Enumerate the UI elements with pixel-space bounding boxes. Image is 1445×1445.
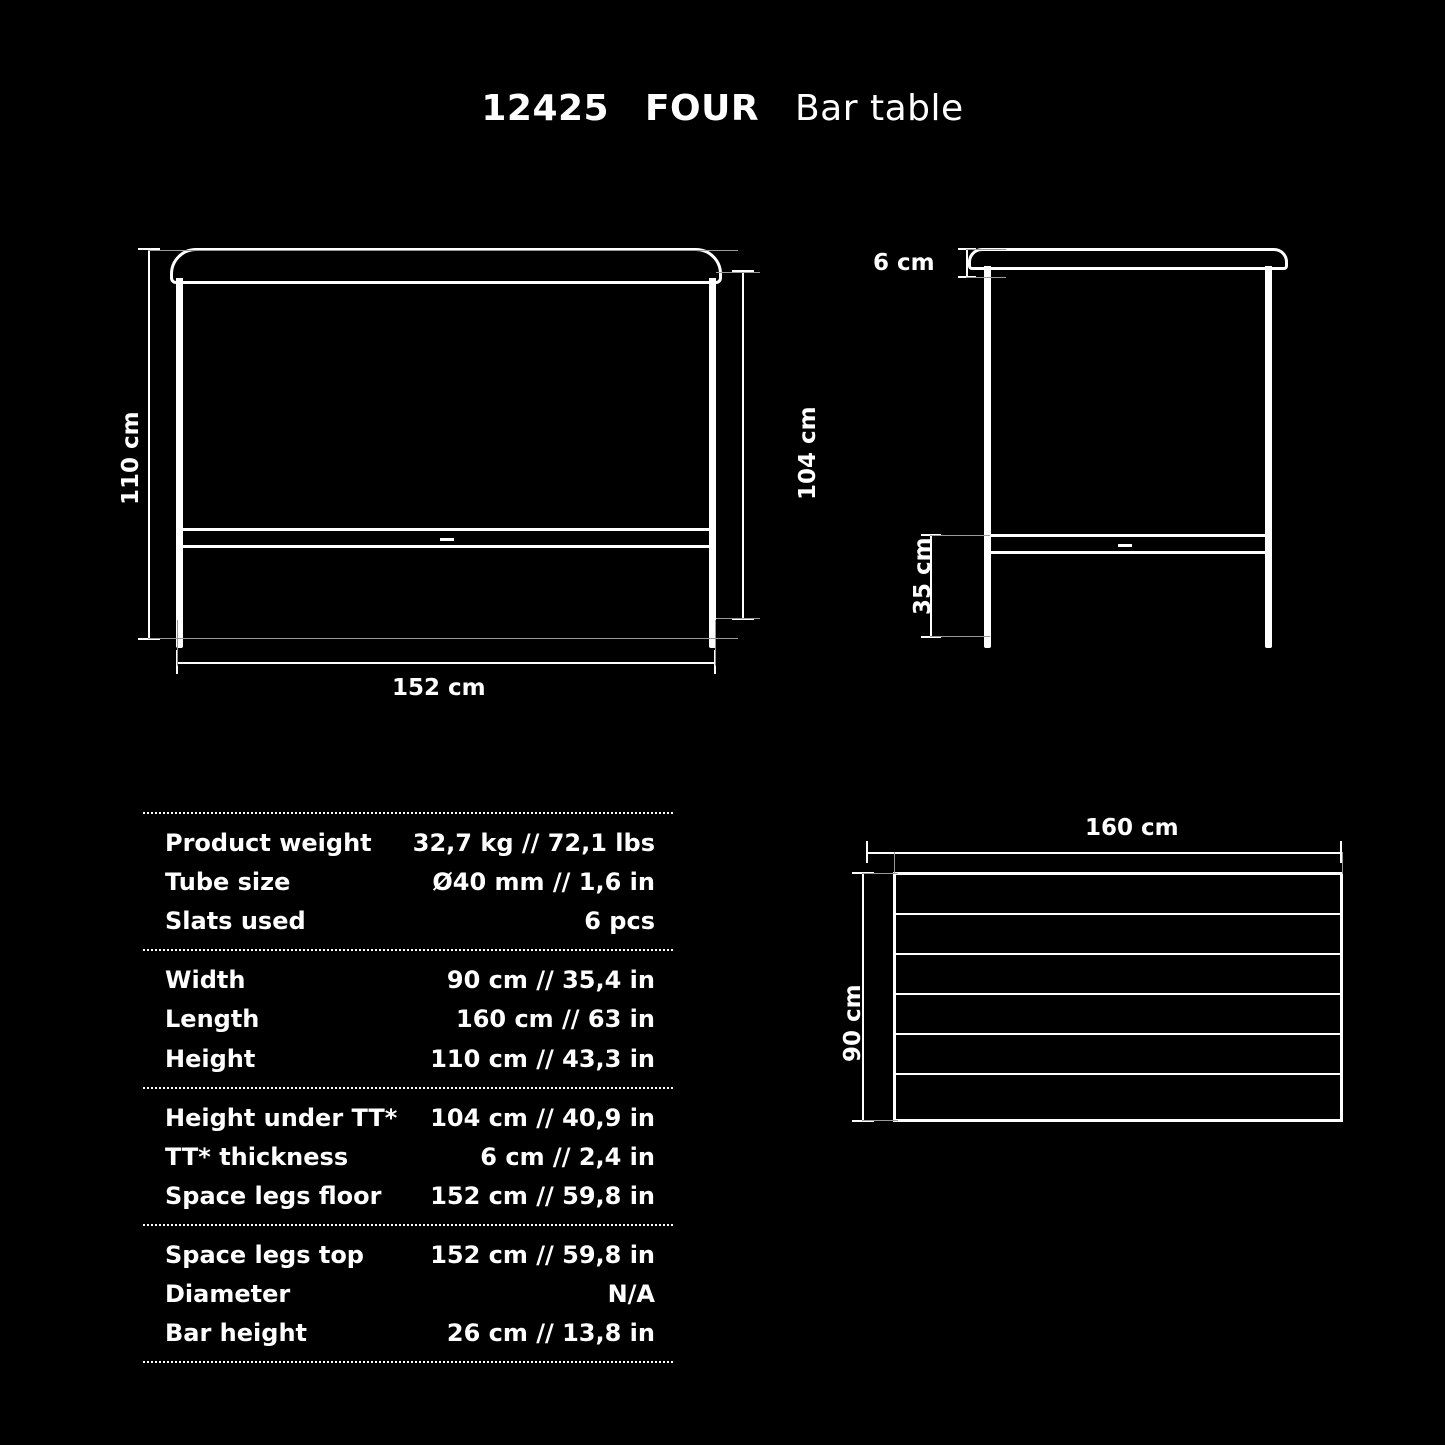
spec-value: 152 cm // 59,8 in xyxy=(430,1240,655,1269)
spec-row xyxy=(143,1236,673,1275)
dim-height-extension-line xyxy=(148,248,150,640)
dim-width-ref-left xyxy=(177,620,178,666)
dim-length-tick-left xyxy=(866,841,868,863)
dim-thickness-ref-top xyxy=(966,249,1006,250)
spec-label: Diameter xyxy=(165,1280,291,1309)
dim-under-top-ref-bottom xyxy=(716,618,760,619)
spec-value: 6 cm // 2,4 in xyxy=(480,1142,655,1171)
dim-under-top-ref-top xyxy=(716,272,760,273)
spec-label: Space legs floor xyxy=(165,1181,382,1210)
dim-length-ref-right xyxy=(1342,852,1343,874)
dim-width-ref-right xyxy=(715,620,716,666)
spec-label: TT* thickness xyxy=(165,1142,349,1171)
dim-height-ref-top xyxy=(148,250,738,251)
table-top-profile xyxy=(170,248,722,284)
table-leg-left xyxy=(176,278,183,648)
stretcher-joint-mark xyxy=(440,538,454,541)
spec-row xyxy=(143,1314,673,1353)
spec-value: 110 cm // 43,3 in xyxy=(430,1044,655,1073)
dim-thickness-extension-line xyxy=(966,248,968,278)
dim-label-height: 110 cm xyxy=(118,411,144,505)
side-table-leg-right xyxy=(1265,266,1272,648)
spec-row xyxy=(143,1275,673,1314)
slat-line xyxy=(896,1033,1340,1035)
spec-value: 32,7 kg // 72,1 lbs xyxy=(412,829,655,857)
dim-length-ref-left xyxy=(894,852,895,874)
spec-group xyxy=(143,812,673,951)
spec-row xyxy=(143,824,673,863)
dim-height-ref-bottom xyxy=(148,638,738,639)
spec-value: 160 cm // 63 in xyxy=(456,1005,655,1034)
spec-label: Tube size xyxy=(165,868,291,897)
dim-topwidth-ref-top xyxy=(862,873,898,874)
spec-label: Length xyxy=(165,1005,260,1034)
spec-label: Bar height xyxy=(165,1319,308,1348)
dim-label-bar-height: 35 cm xyxy=(910,537,936,615)
spec-group xyxy=(143,1226,673,1363)
spec-label: Width xyxy=(165,966,246,995)
table-leg-right xyxy=(709,278,716,648)
spec-value: N/A xyxy=(607,1280,655,1309)
spec-value: 6 pcs xyxy=(584,907,655,936)
product-description: Bar table xyxy=(794,88,964,129)
front-view-table xyxy=(170,248,722,648)
spec-value: 90 cm // 35,4 in xyxy=(446,966,655,995)
specification-table xyxy=(143,812,673,1363)
spec-label: Product weight xyxy=(165,829,372,857)
spec-row xyxy=(143,863,673,902)
dim-label-width: 152 cm xyxy=(392,675,486,701)
spec-label: Height under TT* xyxy=(165,1103,398,1132)
spec-value: Ø40 mm // 1,6 in xyxy=(432,868,655,897)
side-stretcher-joint-mark xyxy=(1118,544,1132,547)
side-table-leg-left xyxy=(984,266,991,648)
spec-label: Slats used xyxy=(165,907,306,936)
dim-length-extension-line xyxy=(866,852,1342,854)
dim-label-length: 160 cm xyxy=(1085,815,1179,841)
spec-label: Height xyxy=(165,1044,256,1073)
spec-row xyxy=(143,961,673,1000)
side-table-top-profile xyxy=(968,248,1288,270)
spec-row xyxy=(143,1099,673,1138)
slat-line xyxy=(896,913,1340,915)
spec-value: 104 cm // 40,9 in xyxy=(430,1103,655,1132)
dim-label-height-under-top: 104 cm xyxy=(795,406,821,500)
page-title xyxy=(0,88,1445,129)
dim-bar-height-ref-bottom xyxy=(930,636,990,637)
dim-label-top-width: 90 cm xyxy=(840,984,866,1062)
top-view-table xyxy=(893,872,1343,1122)
spec-value: 26 cm // 13,8 in xyxy=(446,1319,655,1348)
spec-row xyxy=(143,1177,673,1216)
dim-under-top-extension-line xyxy=(742,270,744,618)
product-model: FOUR xyxy=(644,88,760,129)
slat-line xyxy=(896,993,1340,995)
dim-topwidth-ref-bottom xyxy=(862,1120,898,1121)
dim-thickness-ref-bottom xyxy=(966,277,1006,278)
spec-row xyxy=(143,1040,673,1079)
spec-row xyxy=(143,1138,673,1177)
slat-line xyxy=(896,953,1340,955)
spec-row xyxy=(143,1000,673,1039)
dim-bar-height-ref-top xyxy=(930,535,990,536)
spec-row xyxy=(143,902,673,941)
product-code: 12425 xyxy=(481,88,610,129)
spec-group xyxy=(143,1089,673,1226)
spec-label: Space legs top xyxy=(165,1240,364,1269)
dim-width-extension-line xyxy=(176,662,716,664)
side-view-table xyxy=(968,248,1288,648)
dim-label-top-thickness: 6 cm xyxy=(873,250,935,276)
spec-value: 152 cm // 59,8 in xyxy=(430,1181,655,1210)
spec-group xyxy=(143,951,673,1088)
slat-line xyxy=(896,1073,1340,1075)
